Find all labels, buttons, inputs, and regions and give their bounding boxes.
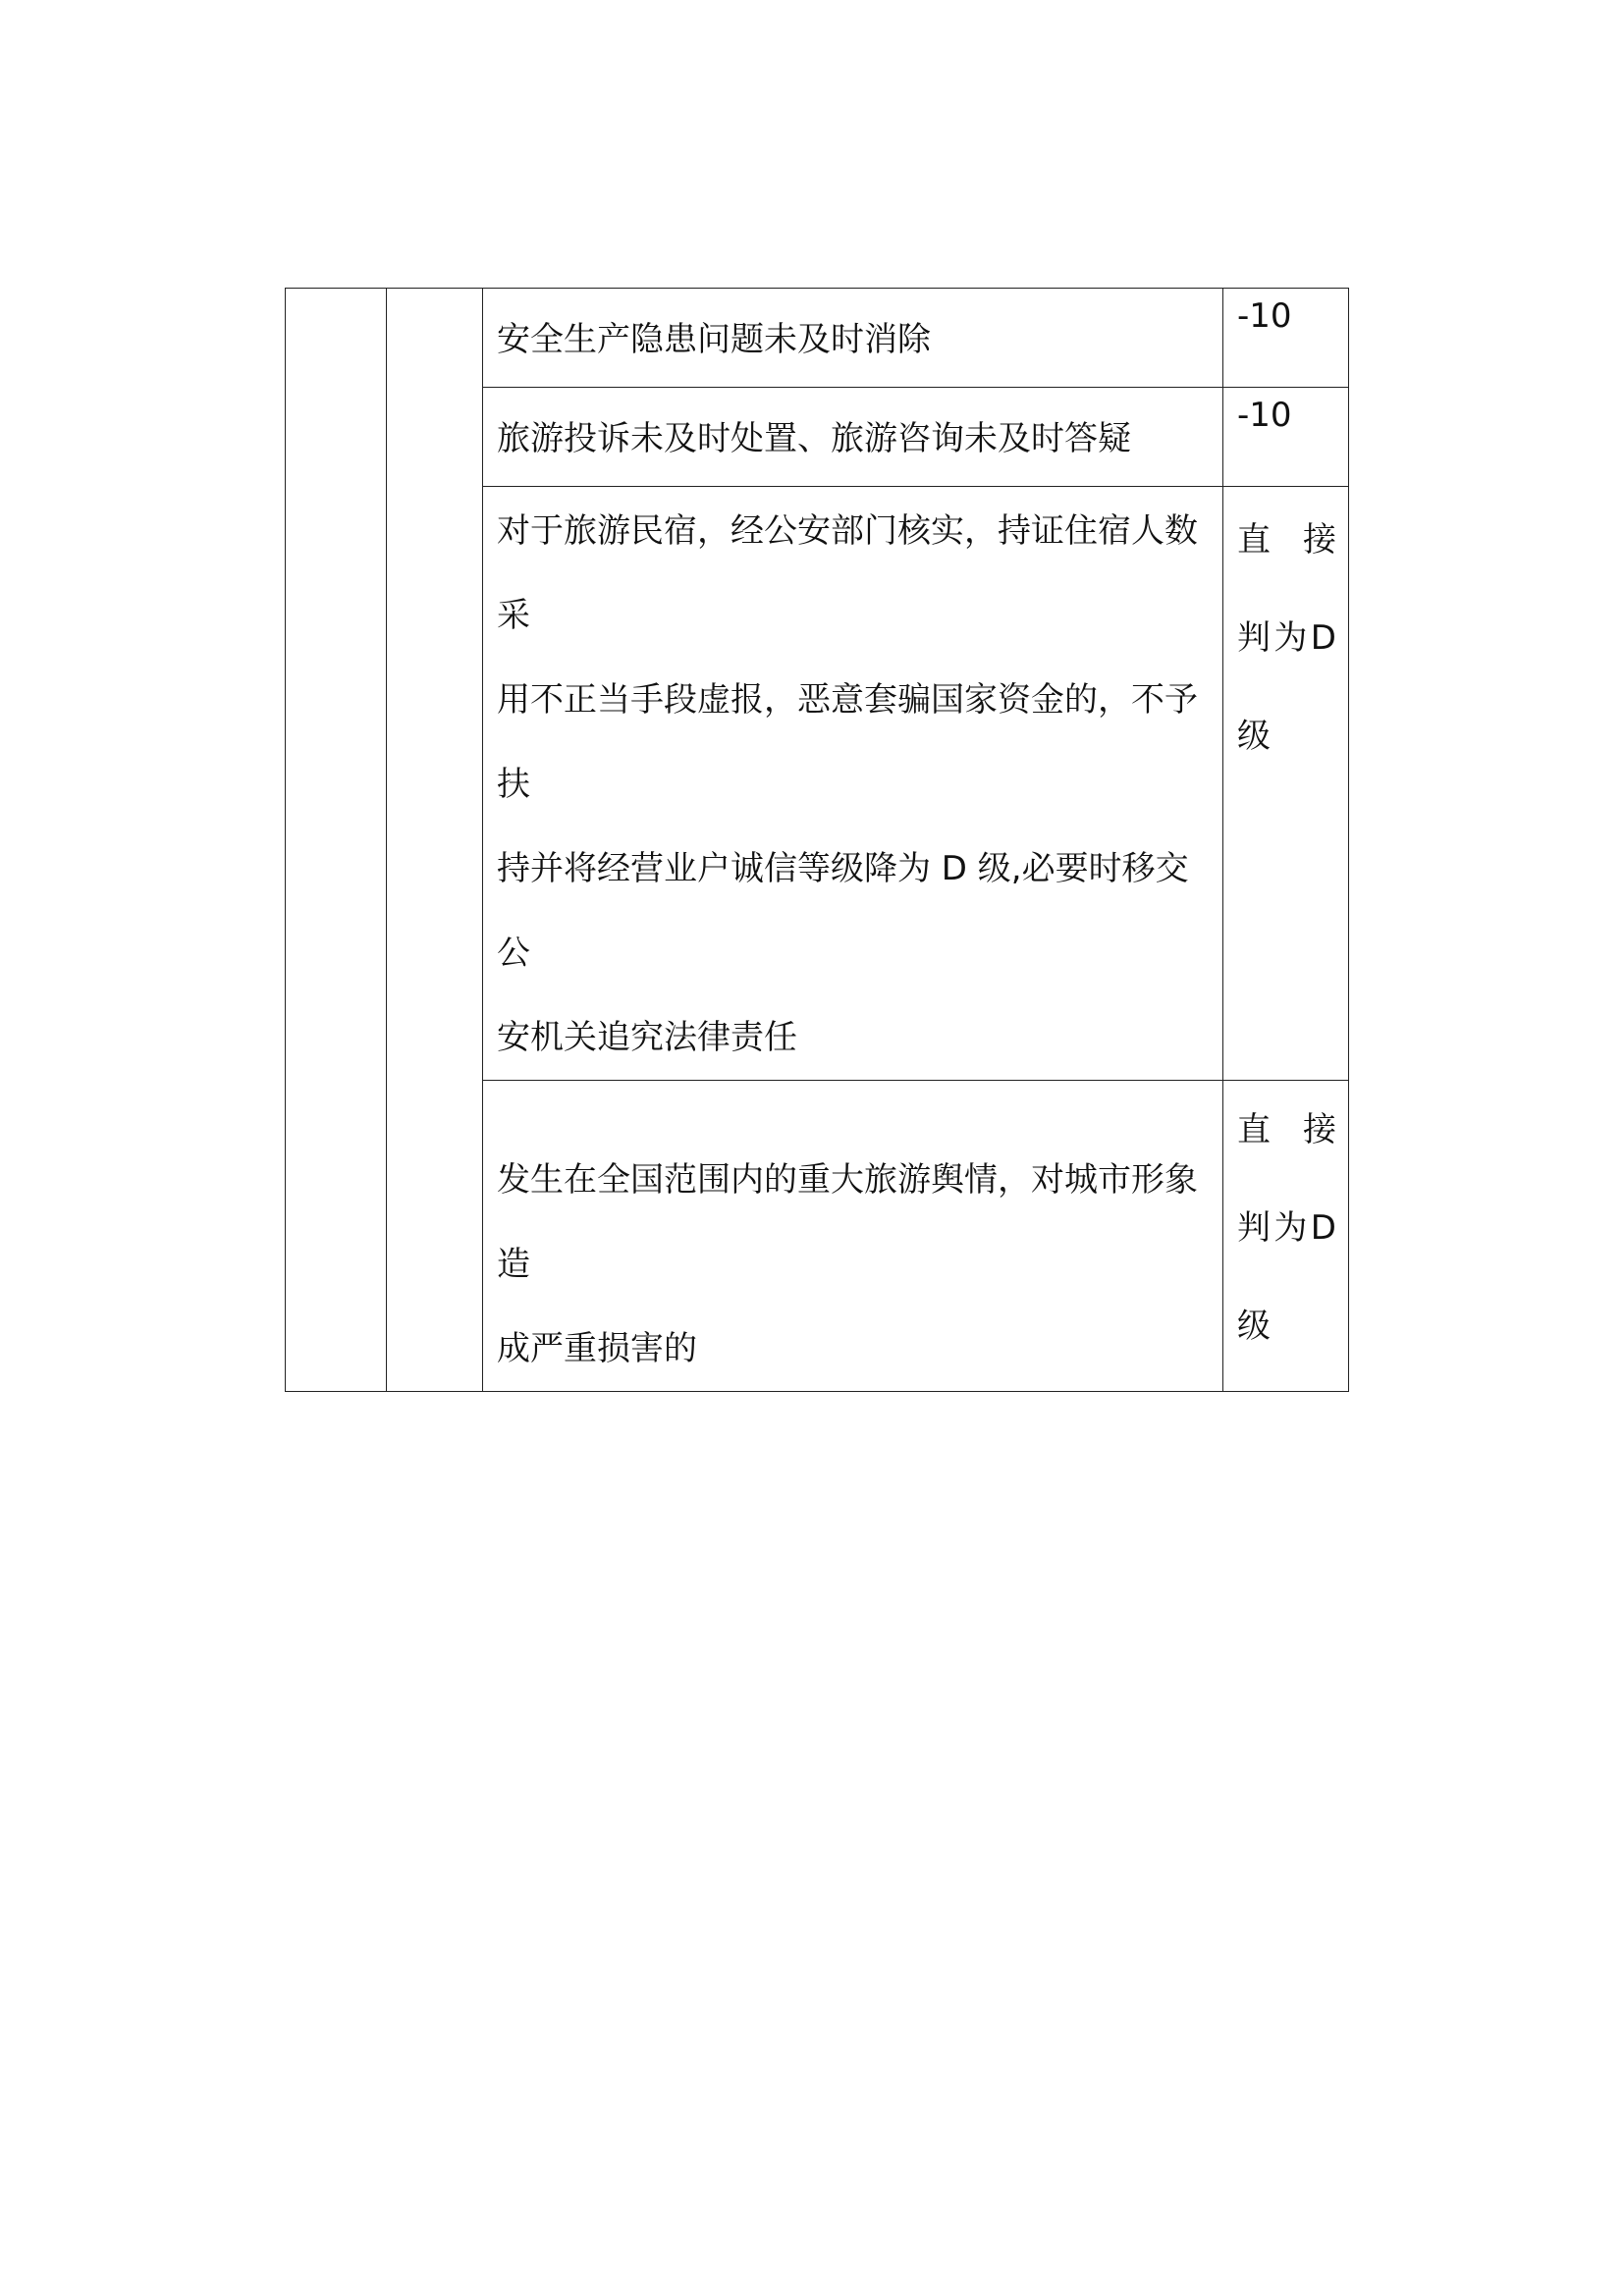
verdict-cell xyxy=(1223,1081,1349,1392)
criteria-table xyxy=(285,288,1349,1392)
item-text xyxy=(483,1081,1222,1391)
item-text: 旅游投诉未及时处置、旅游咨询未及时答疑 xyxy=(497,419,1131,458)
item-cell xyxy=(483,388,1223,487)
verdict-char: 直 xyxy=(1237,1110,1271,1149)
item-text xyxy=(483,487,1222,1080)
verdict-line xyxy=(1237,491,1336,589)
score-cell xyxy=(1223,388,1349,487)
item-text-line: 持并将经营业户诚信等级降为 D 级,必要时移交公 xyxy=(497,849,1189,973)
verdict-text xyxy=(1223,1081,1348,1375)
item-text-line: 用不正当手段虚报，恶意套骗国家资金的，不予扶 xyxy=(497,680,1198,804)
item-text: 安全生产隐患问题未及时消除 xyxy=(497,320,931,359)
verdict-cell xyxy=(1223,487,1349,1081)
verdict-text xyxy=(1223,487,1348,785)
verdict-line: 判为D xyxy=(1237,618,1336,658)
item-text-line: 安机关追究法律责任 xyxy=(497,1018,797,1057)
verdict-char: 接 xyxy=(1303,520,1336,560)
verdict-line: 级 xyxy=(1237,717,1271,756)
item-text-line: 成严重损害的 xyxy=(497,1329,697,1368)
item-text-line: 发生在全国范围内的重大旅游舆情，对城市形象造 xyxy=(497,1160,1198,1284)
verdict-char: 接 xyxy=(1303,1110,1336,1149)
table-row xyxy=(286,289,1349,388)
score-value: -10 xyxy=(1237,396,1292,435)
verdict-line: 判为D xyxy=(1237,1208,1336,1248)
score-value: -10 xyxy=(1237,296,1292,336)
item-cell xyxy=(483,1081,1223,1392)
subcategory-cell xyxy=(387,289,483,1392)
verdict-line: 级 xyxy=(1237,1307,1271,1346)
verdict-line xyxy=(1237,1081,1336,1179)
item-cell xyxy=(483,289,1223,388)
item-cell xyxy=(483,487,1223,1081)
score-cell xyxy=(1223,289,1349,388)
category-cell xyxy=(286,289,387,1392)
item-text-line: 对于旅游民宿，经公安部门核实，持证住宿人数采 xyxy=(497,511,1198,635)
verdict-char: 直 xyxy=(1237,520,1271,560)
